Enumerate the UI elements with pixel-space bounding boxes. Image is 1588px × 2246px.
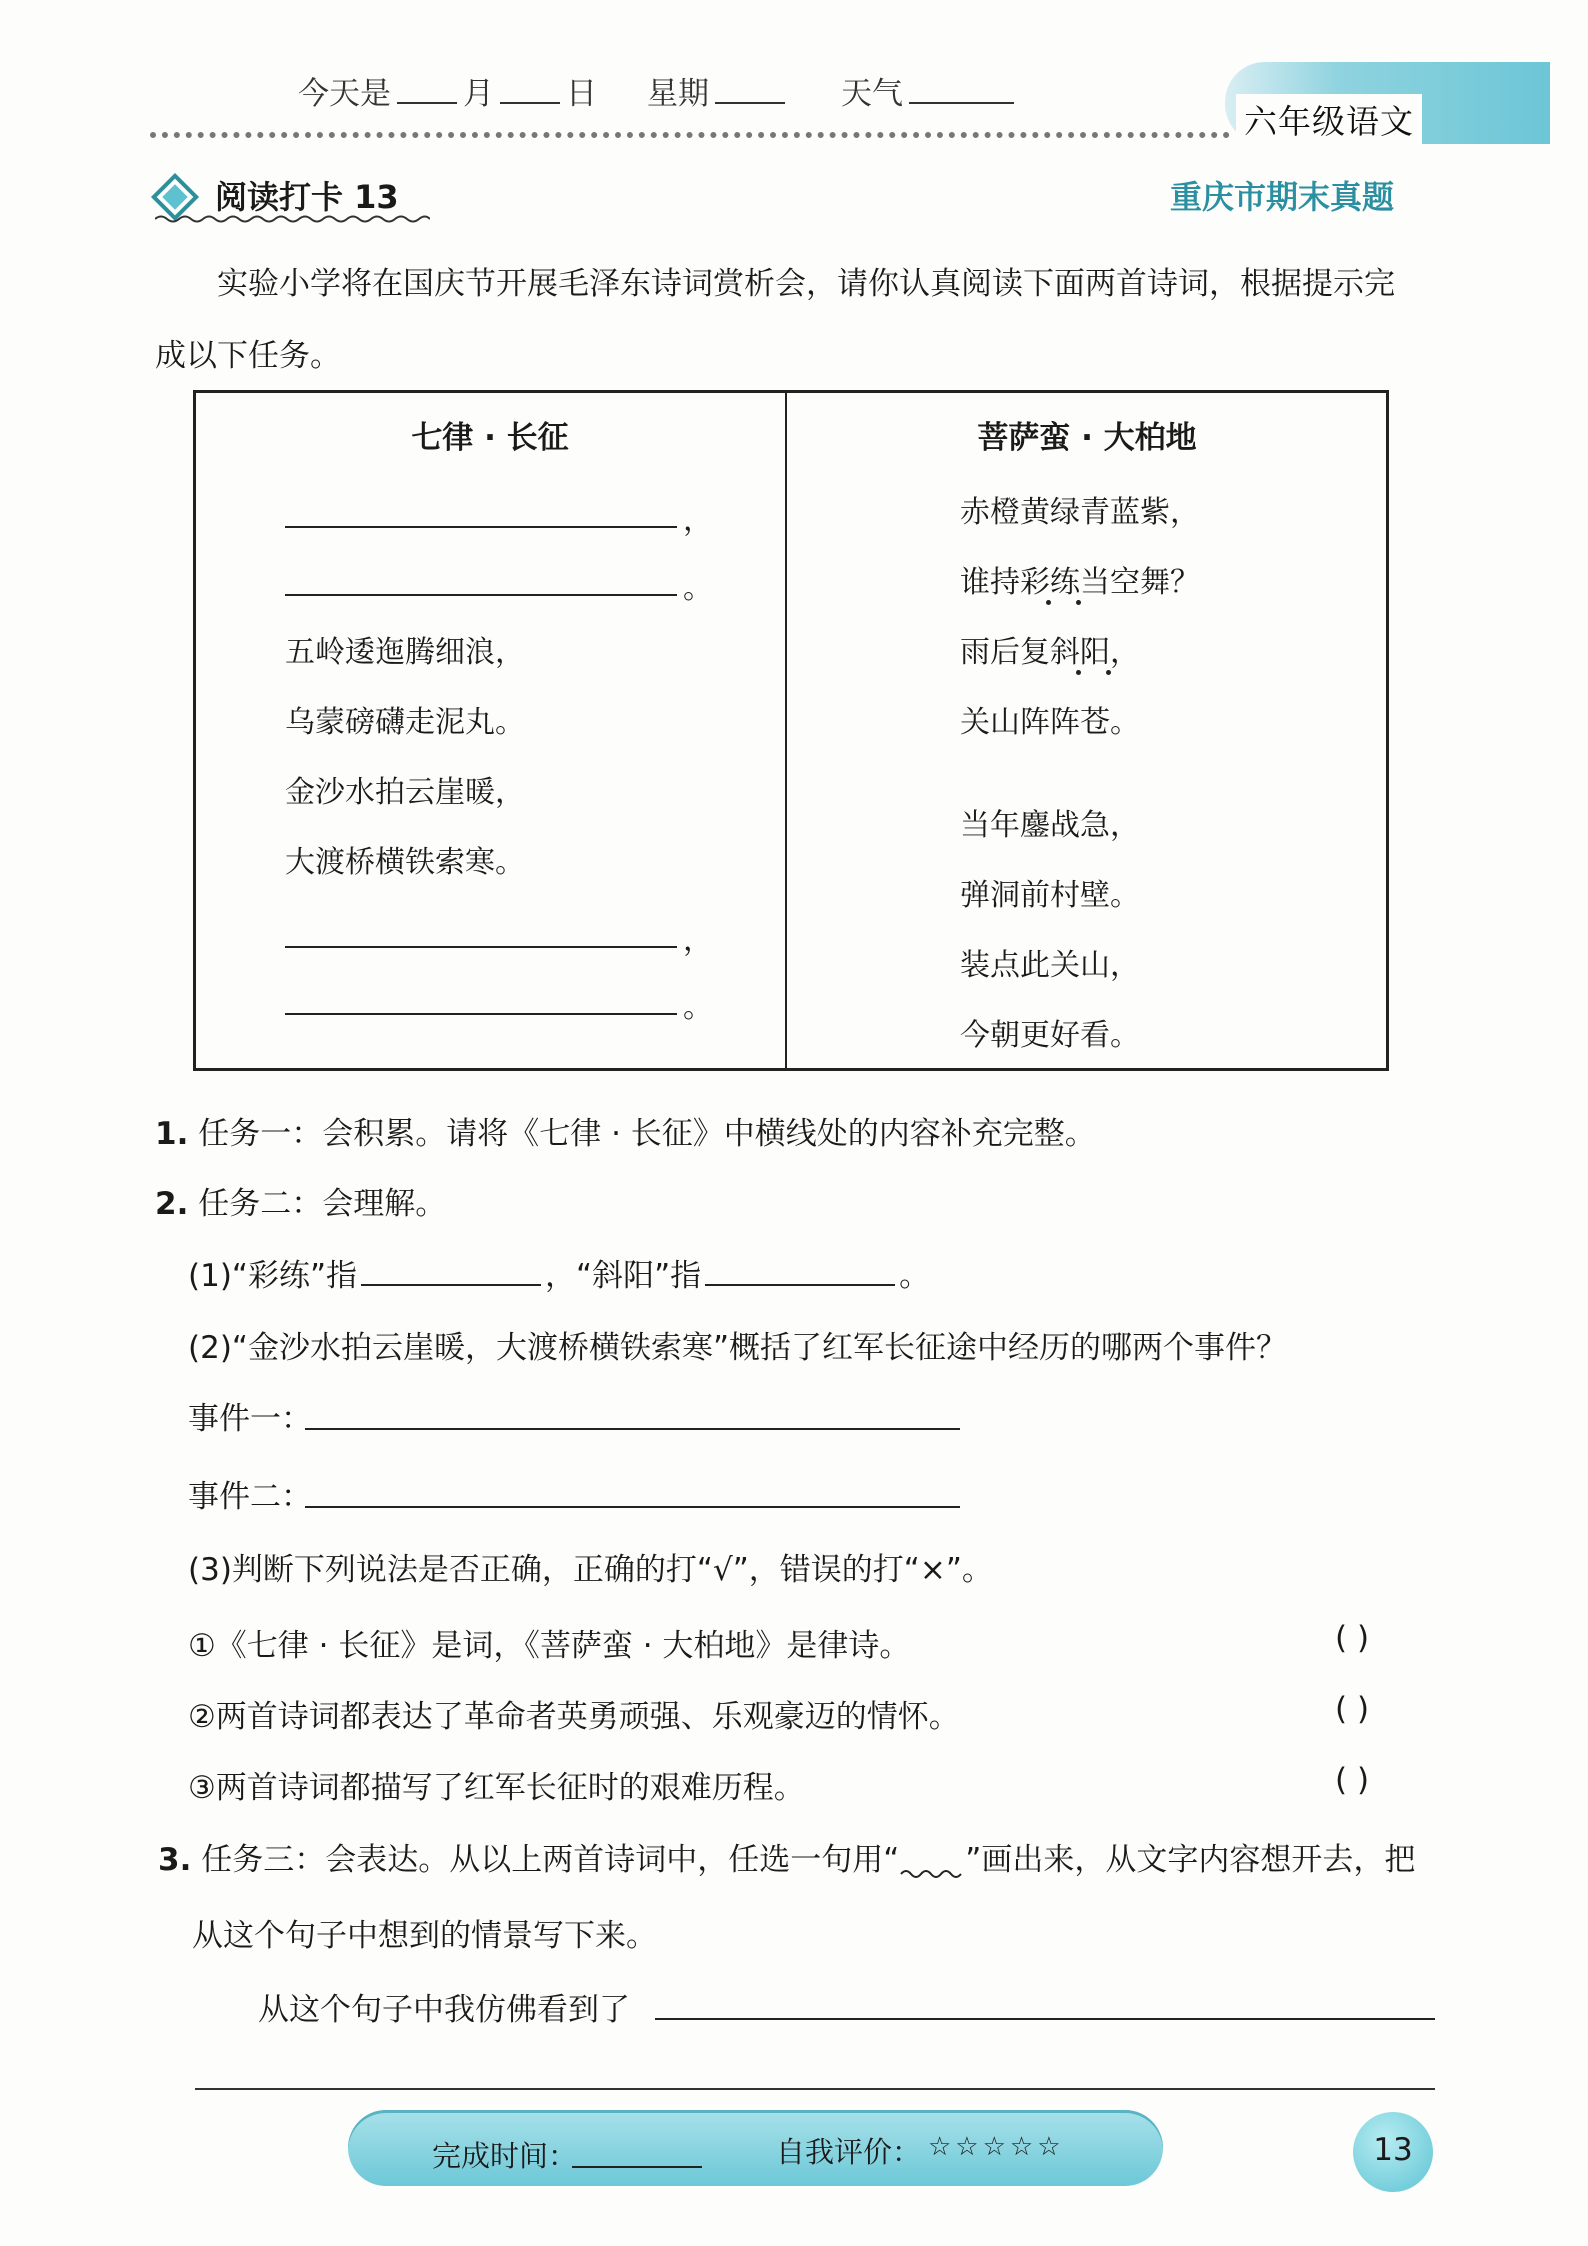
q3-answer-line-1[interactable]: [655, 2018, 1435, 2020]
judge-item-3: ③两首诗词都描写了红军长征时的艰难历程。: [188, 1770, 805, 1806]
header-dotted-rule: [150, 132, 1230, 138]
poem-blank-1-punct: ，: [683, 503, 713, 538]
wavy-underline: [155, 214, 430, 224]
xieyang-answer-blank[interactable]: [705, 1256, 895, 1286]
q2-1-part-b: ，“斜阳”指: [545, 1258, 702, 1294]
question-text-b: ”画出来，从文字内容想开去，把: [965, 1842, 1416, 1878]
emphasis-dot: [1106, 670, 1111, 675]
emphasis-dot: [1076, 600, 1081, 605]
poem-right-line: 关山阵阵苍。: [960, 705, 1140, 740]
poem-left-line: 金沙水拍云崖暖，: [285, 775, 525, 810]
event-2-label: 事件二：: [188, 1479, 312, 1515]
poem-blank-1[interactable]: [285, 498, 677, 528]
question-text: 任务一：会积累。请将《七律 · 长征》中横线处的内容补充完整。: [188, 1116, 1096, 1152]
poem-blank-2[interactable]: [285, 566, 677, 596]
month-label: 月: [463, 76, 494, 112]
poem-right-line: 雨后复斜阳，: [960, 635, 1140, 670]
event-1-label: 事件一：: [188, 1401, 312, 1437]
poem-left-line: 乌蒙磅礴走泥丸。: [285, 705, 525, 740]
intro-paragraph: 实验小学将在国庆节开展毛泽东诗词赏析会，请你认真阅读下面两首诗词，根据提示完成以下任务。: [155, 266, 1395, 374]
poem-blank-3[interactable]: [285, 918, 677, 948]
emphasis-dot: [1046, 600, 1051, 605]
q3-prompt: 从这个句子中我仿佛看到了: [258, 1992, 630, 2028]
q2-1-part-c: 。: [899, 1258, 931, 1294]
reading-checkin-title: 阅读打卡 13: [215, 178, 399, 216]
question-3: [158, 1834, 1415, 1880]
q2-1-part-a: (1)“彩练”指: [188, 1258, 358, 1294]
judge-answer-2[interactable]: ( ): [1335, 1691, 1370, 1727]
completion-time-label: 完成时间：: [432, 2139, 578, 2173]
judge-answer-1[interactable]: ( ): [1335, 1620, 1370, 1656]
poem-right-line: 今朝更好看。: [960, 1018, 1140, 1053]
weather-blank[interactable]: [909, 76, 1014, 104]
poem-blank-4[interactable]: [285, 985, 677, 1015]
question-2-1: [188, 1250, 930, 1295]
date-weather-line: [298, 68, 1020, 113]
wavy-line-icon: [899, 1856, 965, 1880]
question-text: 任务二：会理解。: [188, 1186, 447, 1222]
question-2-3: (3)判断下列说法是否正确，正确的打“√”，错误的打“×”。: [188, 1552, 993, 1588]
date-prefix: 今天是: [298, 76, 391, 112]
page-number: 13: [1373, 2132, 1413, 2168]
emphasis-dot: [1076, 670, 1081, 675]
month-blank[interactable]: [397, 76, 457, 104]
poem-left-line: 五岭逶迤腾细浪，: [285, 635, 525, 670]
poem-left-line: 大渡桥横铁索寒。: [285, 845, 525, 880]
poem-left-title: 七律 · 长征: [411, 420, 569, 456]
day-blank[interactable]: [500, 76, 560, 104]
question-2-2: (2)“金沙水拍云崖暖，大渡桥横铁索寒”概括了红军长征途中经历的哪两个事件？: [188, 1330, 1288, 1366]
question-number: 1.: [155, 1116, 189, 1152]
event-1-answer-line[interactable]: [305, 1428, 960, 1430]
weekday-blank[interactable]: [715, 76, 785, 104]
question-3-continued: 从这个句子中想到的情景写下来。: [192, 1918, 657, 1954]
weekday-label: 星期: [647, 76, 709, 112]
self-evaluation-label: 自我评价：: [776, 2135, 922, 2169]
caolian-answer-blank[interactable]: [361, 1256, 541, 1286]
day-label: 日: [566, 76, 597, 112]
poem-table-divider: [785, 390, 787, 1071]
question-text-a: 任务三：会表达。从以上两首诗词中，任选一句用“: [191, 1842, 900, 1878]
poem-right-line: 赤橙黄绿青蓝紫，: [960, 495, 1200, 530]
completion-time-blank[interactable]: [572, 2166, 702, 2168]
q3-answer-line-2[interactable]: [195, 2088, 1435, 2090]
judge-item-1: ①《七律 · 长征》是词，《菩萨蛮 · 大柏地》是律诗。: [188, 1628, 911, 1664]
poem-right-title: 菩萨蛮 · 大柏地: [977, 420, 1197, 456]
question-1: [155, 1108, 1096, 1153]
poem-right-line: 当年鏖战急，: [960, 808, 1140, 843]
question-number: 2.: [155, 1186, 189, 1222]
weather-label: 天气: [841, 76, 903, 112]
judge-answer-3[interactable]: ( ): [1335, 1762, 1370, 1798]
exam-source-label: 重庆市期末真题: [1170, 178, 1395, 216]
poem-blank-4-punct: 。: [683, 990, 713, 1025]
question-2: [155, 1178, 446, 1223]
event-2-answer-line[interactable]: [305, 1506, 960, 1508]
poem-blank-2-punct: 。: [683, 571, 713, 606]
poem-blank-3-punct: ，: [683, 923, 713, 958]
poem-right-line: 谁持彩练当空舞？: [960, 565, 1200, 600]
rating-stars[interactable]: ☆☆☆☆☆: [928, 2132, 1065, 2162]
grade-subject-label: 六年级语文: [1236, 94, 1422, 145]
poem-right-line: 弹洞前村壁。: [960, 878, 1140, 913]
judge-item-2: ②两首诗词都表达了革命者英勇顽强、乐观豪迈的情怀。: [188, 1699, 960, 1735]
poem-right-line: 装点此关山，: [960, 948, 1140, 983]
question-number: 3.: [158, 1842, 192, 1878]
